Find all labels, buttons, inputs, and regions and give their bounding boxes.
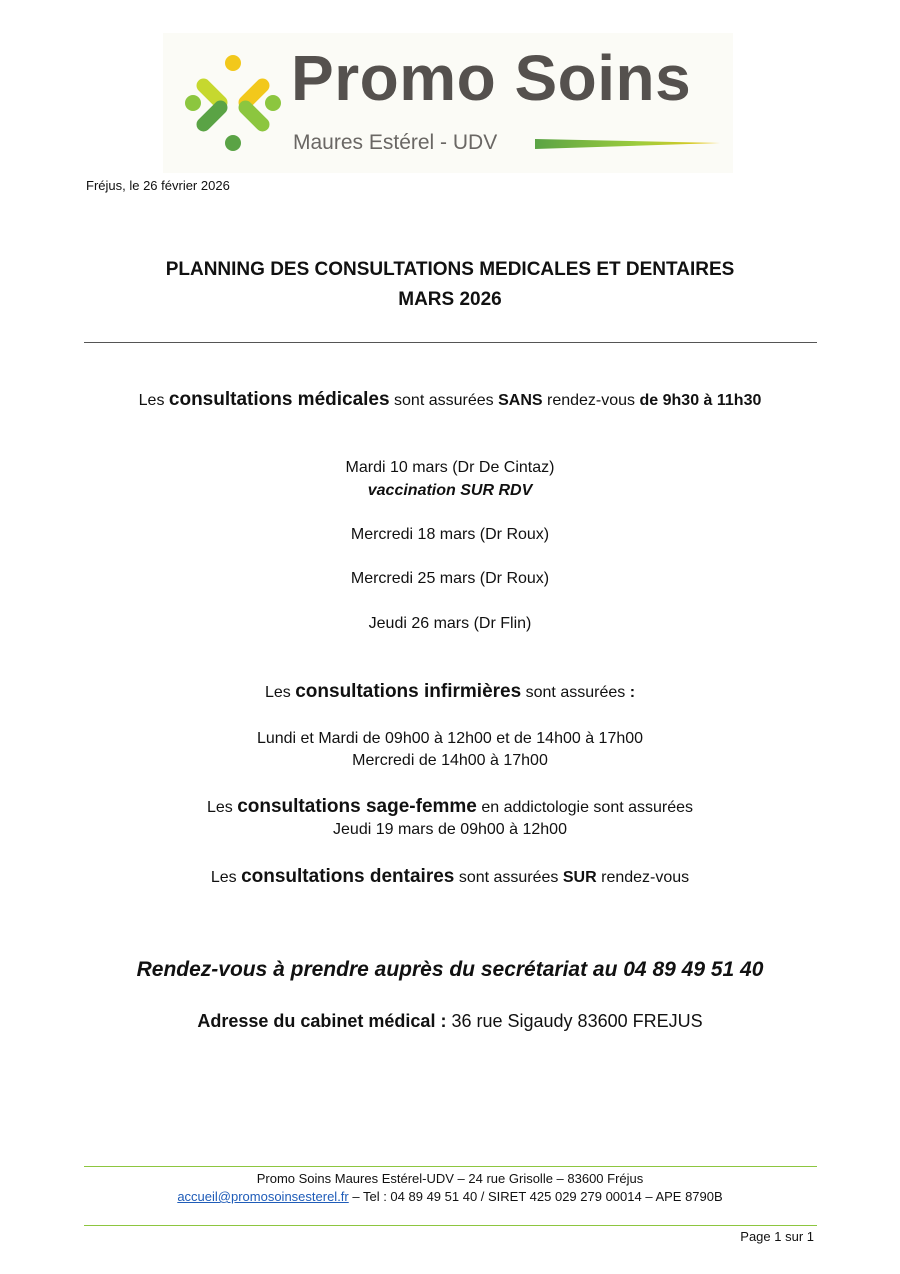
midwife-date: Jeudi 19 mars de 09h00 à 12h00 bbox=[333, 821, 567, 838]
clinic-address: Adresse du cabinet médical : 36 rue Sigaudy 83600 FREJUS bbox=[197, 1011, 703, 1031]
nursing-intro: Les consultations infirmières sont assurées : bbox=[264, 681, 636, 702]
logo-title: Promo Soins bbox=[291, 42, 692, 114]
footer-line-2: accueil@promosoinsesterel.fr – Tel : 04 89 49 51 40 / SIRET 425 029 279 00014 – APE 8790B bbox=[177, 1189, 723, 1204]
logo-people-icon bbox=[183, 53, 283, 153]
footer-line-1: Promo Soins Maures Estérel-UDV – 24 rue Grisolle – 83600 Fréjus bbox=[256, 1171, 644, 1186]
footer-top-rule bbox=[84, 1166, 817, 1167]
medical-date-2: Mercredi 18 mars (Dr Roux) bbox=[350, 526, 550, 543]
vaccination-note: vaccination SUR RDV bbox=[367, 482, 533, 499]
dental-intro: Les consultations dentaires sont assurées SUR rendez-vous bbox=[210, 866, 690, 887]
page-title: PLANNING DES CONSULTATIONS MEDICALES ET DENTAIRES bbox=[165, 259, 735, 280]
midwife-intro: Les consultations sage-femme en addictologie sont assurées bbox=[206, 796, 694, 817]
logo-subtitle: Maures Estérel - UDV bbox=[293, 131, 498, 154]
divider bbox=[84, 342, 817, 343]
medical-date-4: Jeudi 26 mars (Dr Flin) bbox=[368, 615, 532, 632]
logo bbox=[163, 33, 733, 173]
footer-email-link[interactable]: accueil@promosoinsesterel.fr bbox=[177, 1189, 349, 1204]
logo-swoosh bbox=[535, 137, 720, 151]
page-number: Page 1 sur 1 bbox=[740, 1229, 814, 1244]
appointment-cta: Rendez-vous à prendre auprès du secrétariat au 04 89 49 51 40 bbox=[136, 958, 764, 981]
nursing-hours-1: Lundi et Mardi de 09h00 à 12h00 et de 14h00 à 17h00 bbox=[256, 730, 644, 747]
footer-bottom-rule bbox=[84, 1225, 817, 1226]
date-line: Fréjus, le 26 février 2026 bbox=[86, 178, 230, 193]
nursing-hours-2: Mercredi de 14h00 à 17h00 bbox=[352, 752, 548, 769]
medical-date-3: Mercredi 25 mars (Dr Roux) bbox=[350, 570, 550, 587]
page-subtitle-month: MARS 2026 bbox=[398, 289, 502, 310]
medical-date-1: Mardi 10 mars (Dr De Cintaz) bbox=[345, 459, 555, 476]
medical-intro: Les consultations médicales sont assurées SANS rendez-vous de 9h30 à 11h30 bbox=[138, 389, 762, 410]
